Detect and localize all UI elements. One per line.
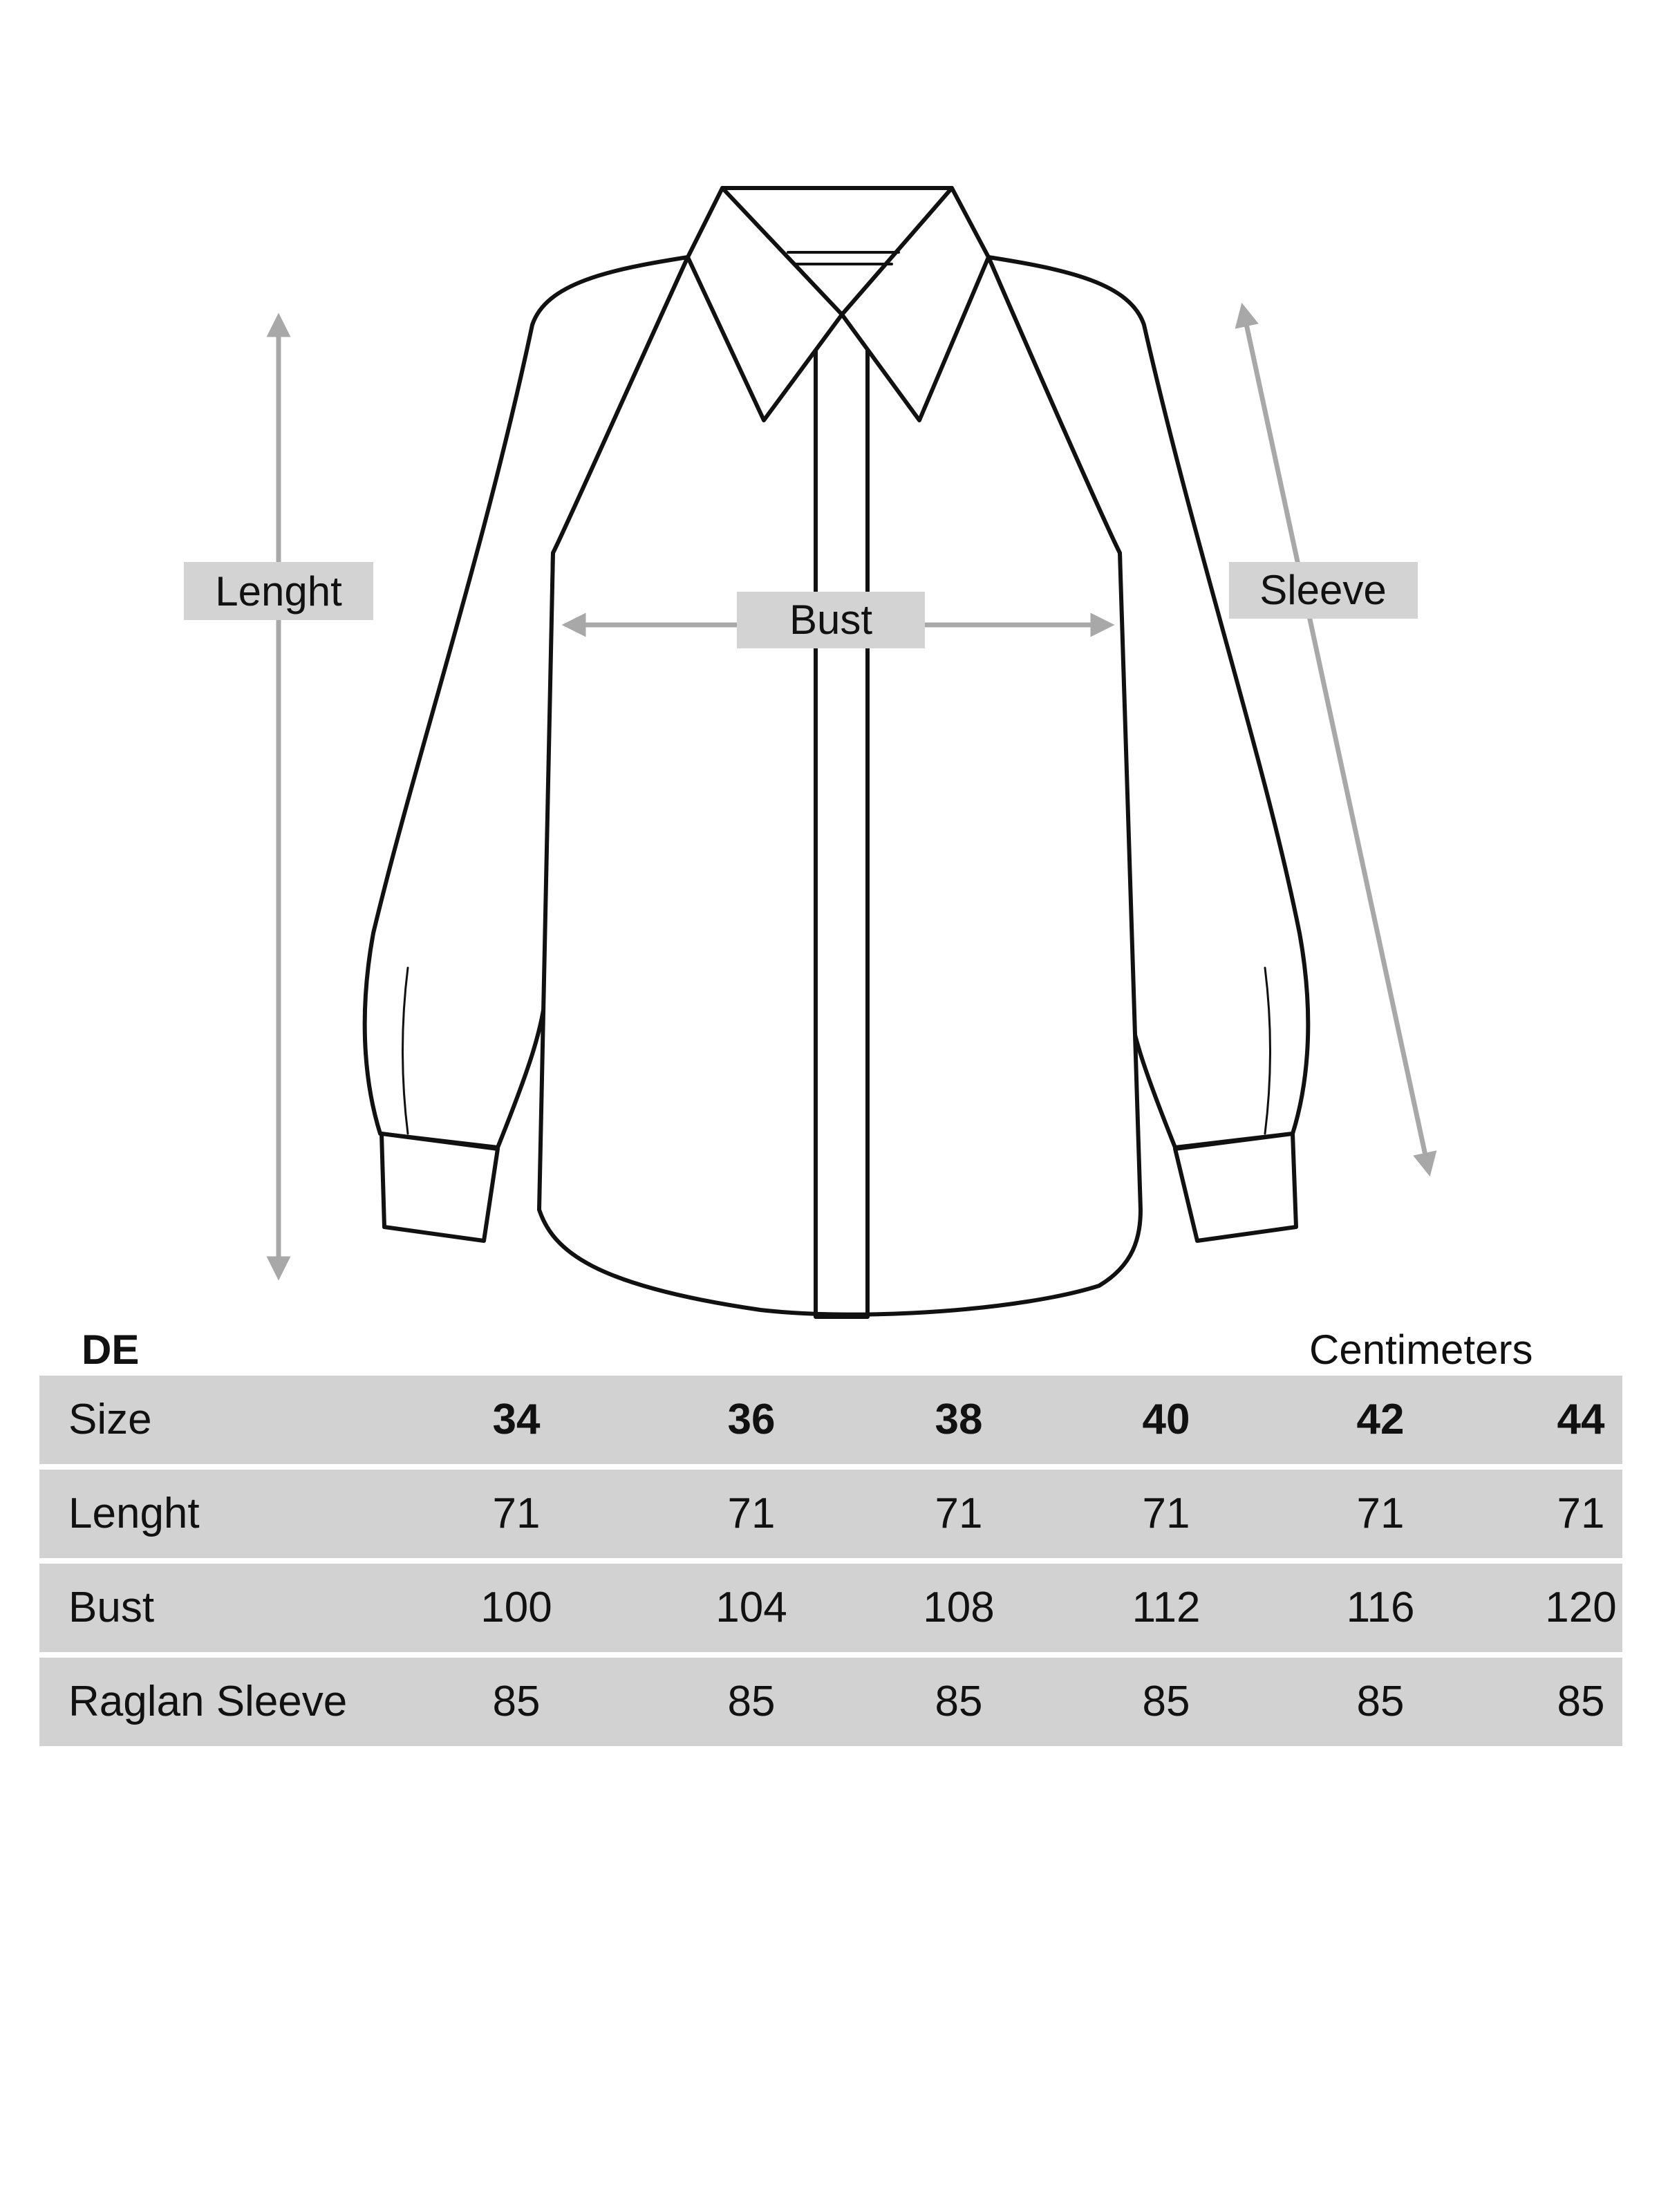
table-row-raglan-sleeve	[39, 1658, 1622, 1746]
size-header-label: Size	[68, 1396, 152, 1443]
length-label	[184, 562, 373, 620]
cell-value: 104	[715, 1584, 787, 1631]
bust-label	[737, 592, 925, 648]
svg-text:Lenght: Lenght	[215, 568, 342, 615]
region-code: DE	[82, 1327, 140, 1373]
cell-value: 71	[492, 1490, 541, 1537]
cell-value: 71	[727, 1490, 776, 1537]
size-col: 40	[1142, 1396, 1190, 1443]
cell-value: 85	[1557, 1678, 1605, 1725]
right-cuff	[1175, 1134, 1296, 1241]
size-table	[39, 1376, 1622, 1752]
row-label: Lenght	[68, 1490, 200, 1537]
row-label: Raglan Sleeve	[68, 1678, 348, 1725]
sleeve-label	[1229, 562, 1418, 619]
cell-value: 71	[1356, 1490, 1405, 1537]
cell-value: 108	[923, 1584, 995, 1631]
row-label: Bust	[68, 1584, 155, 1631]
cell-value: 71	[1142, 1490, 1190, 1537]
cell-value: 85	[727, 1678, 776, 1725]
size-col: 44	[1557, 1396, 1605, 1443]
cell-value: 85	[935, 1678, 983, 1725]
cell-value: 120	[1545, 1584, 1617, 1631]
units-label: Centimeters	[1309, 1327, 1533, 1373]
cell-value: 85	[1142, 1678, 1190, 1725]
shirt-outline	[365, 188, 1309, 1317]
table-row-bust	[39, 1564, 1622, 1652]
left-cuff	[382, 1134, 498, 1241]
size-col: 38	[935, 1396, 983, 1443]
cell-value: 116	[1346, 1584, 1415, 1631]
cell-value: 85	[492, 1678, 541, 1725]
table-header-row	[39, 1376, 1622, 1464]
size-col: 34	[492, 1396, 541, 1443]
cell-value: 85	[1356, 1678, 1405, 1725]
shirt-body	[539, 257, 1141, 1315]
svg-text:Sleeve: Sleeve	[1259, 567, 1387, 613]
cell-value: 100	[480, 1584, 552, 1631]
size-col: 42	[1356, 1396, 1405, 1443]
cell-value: 112	[1132, 1584, 1201, 1631]
cell-value: 71	[935, 1490, 983, 1537]
size-col: 36	[727, 1396, 776, 1443]
table-row-length	[39, 1470, 1622, 1558]
svg-text:Bust: Bust	[789, 597, 873, 643]
cell-value: 71	[1557, 1490, 1605, 1537]
